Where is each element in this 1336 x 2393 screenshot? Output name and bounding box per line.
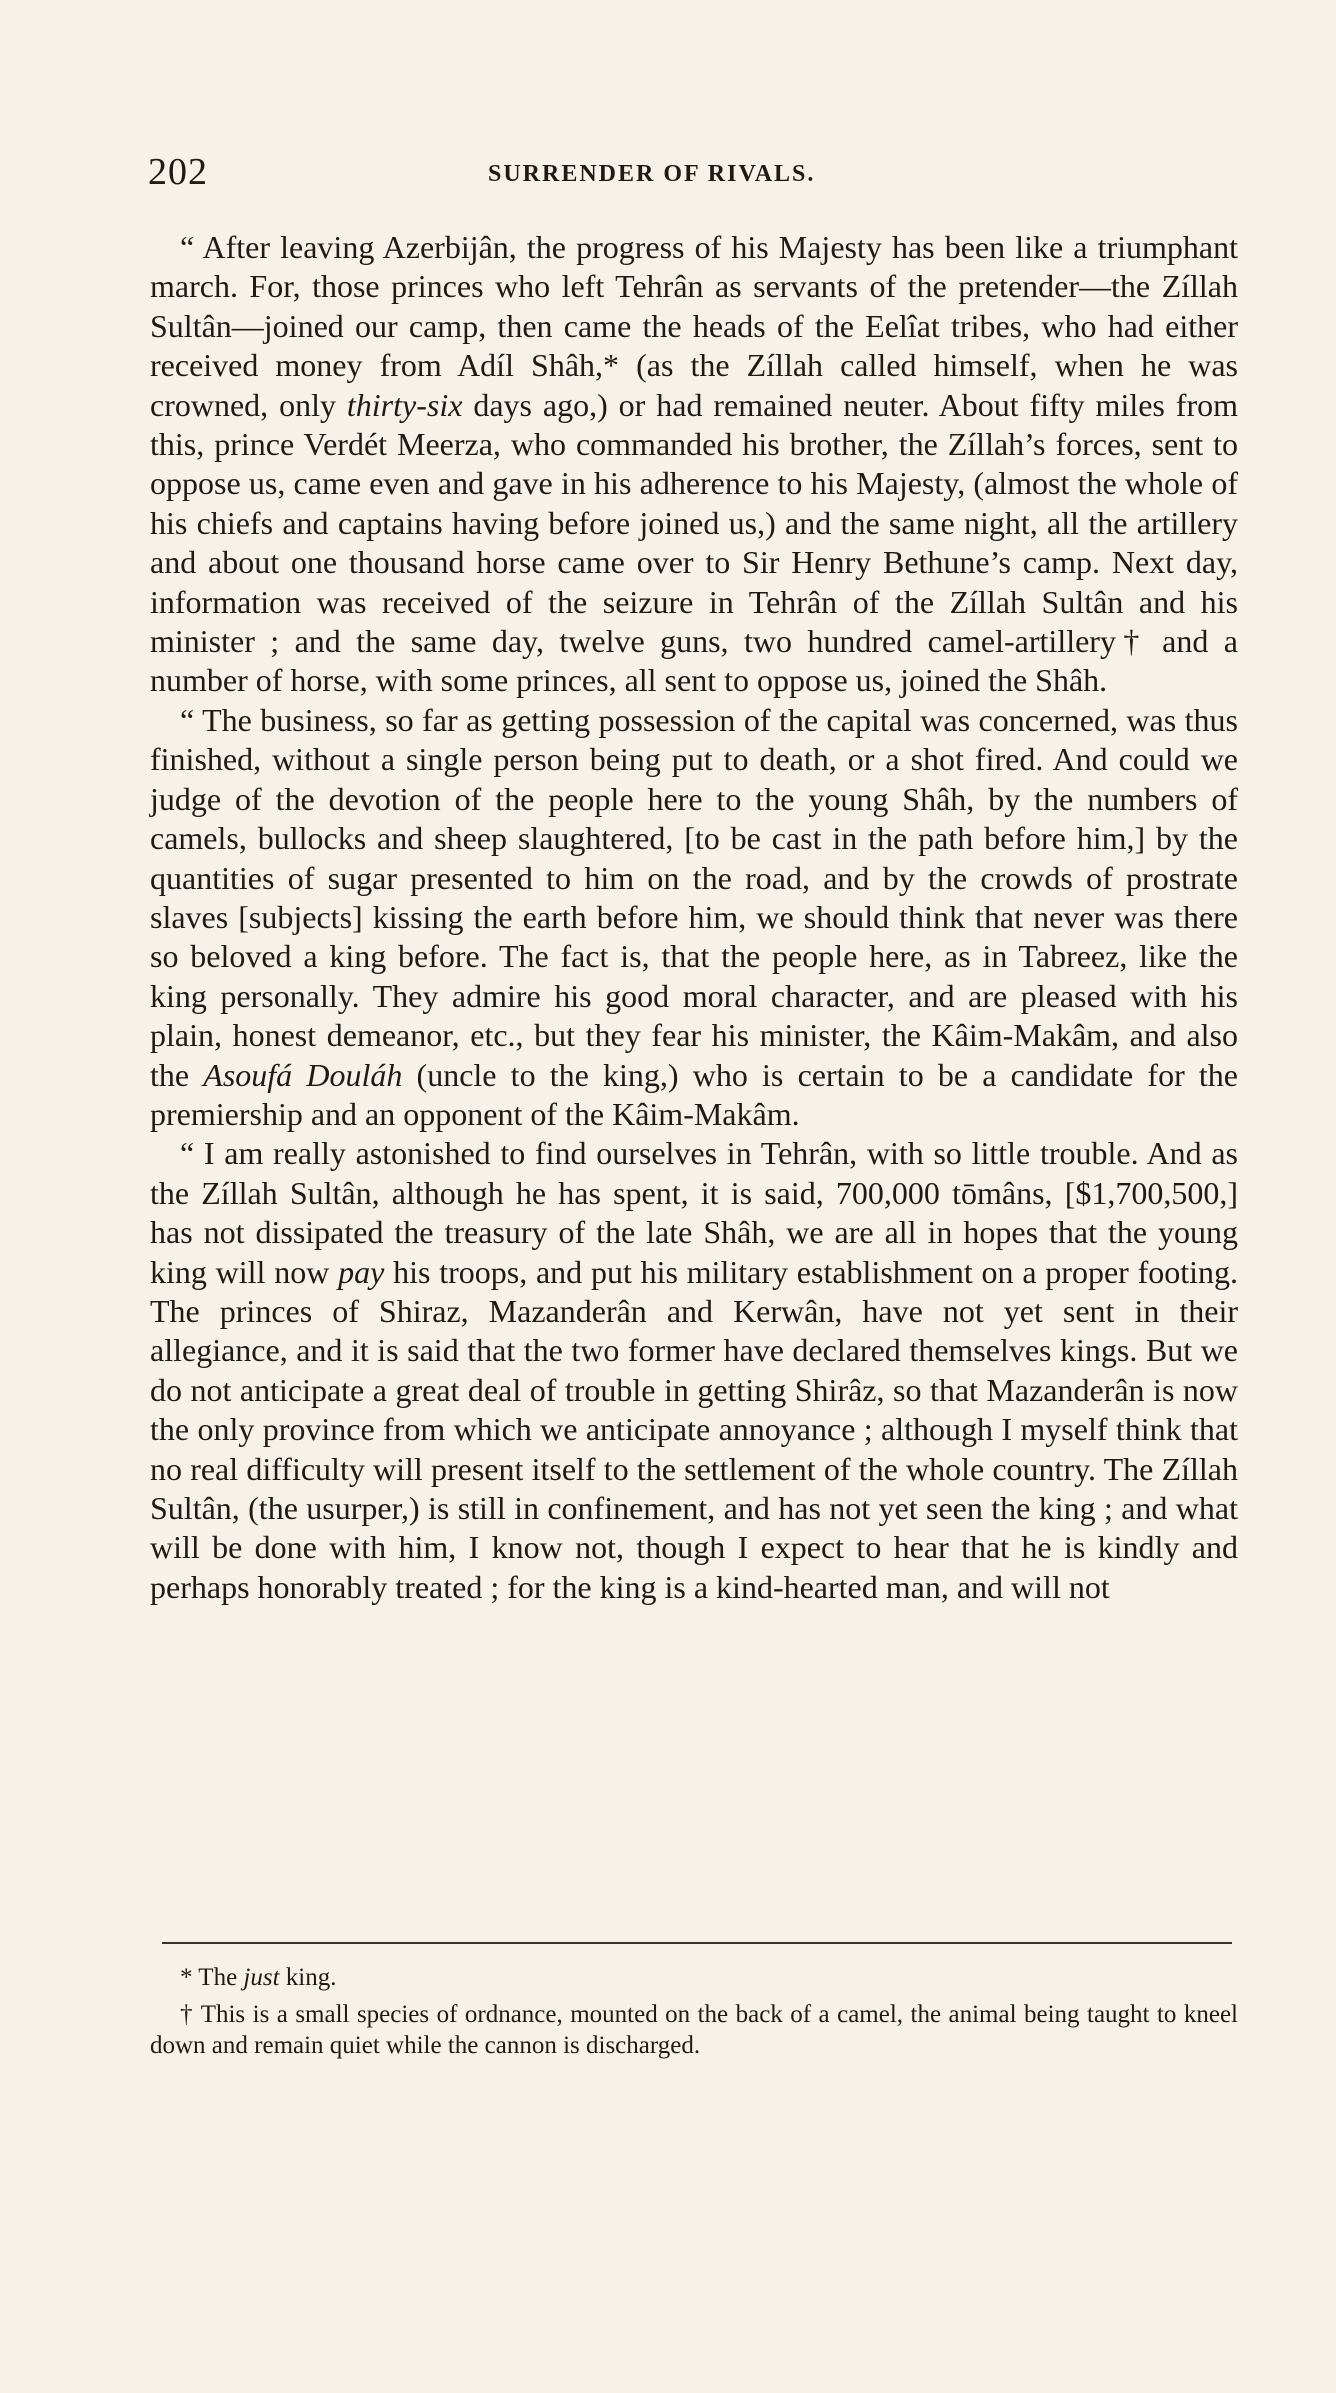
footnote — [150, 1962, 1238, 1993]
paragraph — [150, 228, 1238, 701]
text-run: (uncle to the king,) who is certain to be a candidate for the premiership and an opponent of the Kâim-Makâm. — [150, 1056, 1239, 1132]
italic-run: pay — [338, 1253, 385, 1290]
text-run: “ The business, so far as getting possession of the capital was concerned, was thus finished, without a single person being put to death, or a shot fired. And could we judge of the devotion of the people here to the young Shâh, by the numbers of camels, bullocks and sheep slaughtered, [to be cast in the path before him,] by the quantities of sugar presented to him on the road, and by the crowds of prostrate slaves [subjects] kissing the earth before him, we should think that never was there so beloved a king before. The fact is, that the people here, as in Tabreez, like the king personally. They admire his good moral character, and are pleased with his plain, honest demeanor, etc., but they fear his minister, the Kâim-Makâm, and also the — [150, 701, 1238, 1093]
footnote-rule — [162, 1942, 1232, 1944]
italic-run: Asoufá Douláh — [203, 1056, 403, 1093]
text-run: king. — [279, 1964, 337, 1991]
body-text — [150, 228, 1238, 1607]
text-run: “ I am really astonished to find ourselves in Tehrân, with so little trouble. And as the Zíllah Sultân, although he has spent, it is said, 700,000 tōmâns, [$1,700,500,] has not dissipated the treasury of the late Shâh, we are all in hopes that the young king will now — [150, 1135, 1238, 1290]
text-run: days ago,) or had remained neuter. About fifty miles from this, prince Verdét Meerza, who commanded his brother, the Zíllah’s forces, sent to oppose us, came even and gave in his adherence to his Majesty, (almost the whole of his chiefs and captains having before joined us,) and the same night, all the artillery and about one thousand horse came over to Sir Henry Bethune’s camp. Next day, information was received of the seizure in Tehrân of the Zíllah Sultân and his minister ; and the same day, twelve guns, two hundred camel-artillery† and a number of horse, with some princes, all sent to oppose us, joined the Shâh. — [150, 386, 1239, 699]
text-run: “ After leaving Azerbijân, the progress of his Majesty has been like a triumphant march. For, those princes who left Tehrân as servants of the pretender—the Zíllah Sultân—joined our camp, then came the heads of the Eelîat tribes, who had either received money from Adíl Shâh,* (as the Zíllah called himself, when he was crowned, only — [150, 229, 1238, 423]
page-number: 202 — [148, 151, 208, 193]
paragraph — [150, 1134, 1238, 1607]
italic-run: thirty-six — [346, 386, 463, 423]
paragraph — [150, 701, 1238, 1134]
page-header — [148, 150, 1236, 194]
text-run: * The — [180, 1964, 244, 1991]
footnotes — [150, 1962, 1238, 2067]
italic-run: just — [243, 1964, 280, 1991]
footnote — [150, 1999, 1238, 2061]
text-run: † This is a small species of ordnance, mounted on the back of a camel, the animal being taught to kneel down and remain quiet while the cannon is discharged. — [150, 2001, 1238, 2059]
text-run: his troops, and put his military establishment on a proper footing. The princes of Shiraz, Mazanderân and Kerwân, have not yet sent in their allegiance, and it is said that the two former have declared themselves kings. But we do not anticipate a great deal of trouble in getting Shirâz, so that Mazanderân is now the only province from which we anticipate annoyance ; although I myself think that no real difficulty will present itself to the settlement of the whole country. The Zíllah Sultân, (the usurper,) is still in confinement, and has not yet seen the king ; and what will be done with him, I know not, though I expect to hear that he is kindly and perhaps honorably treated ; for the king is a kind-hearted man, and will not — [150, 1253, 1239, 1605]
running-head: SURRENDER OF RIVALS. — [488, 161, 816, 187]
